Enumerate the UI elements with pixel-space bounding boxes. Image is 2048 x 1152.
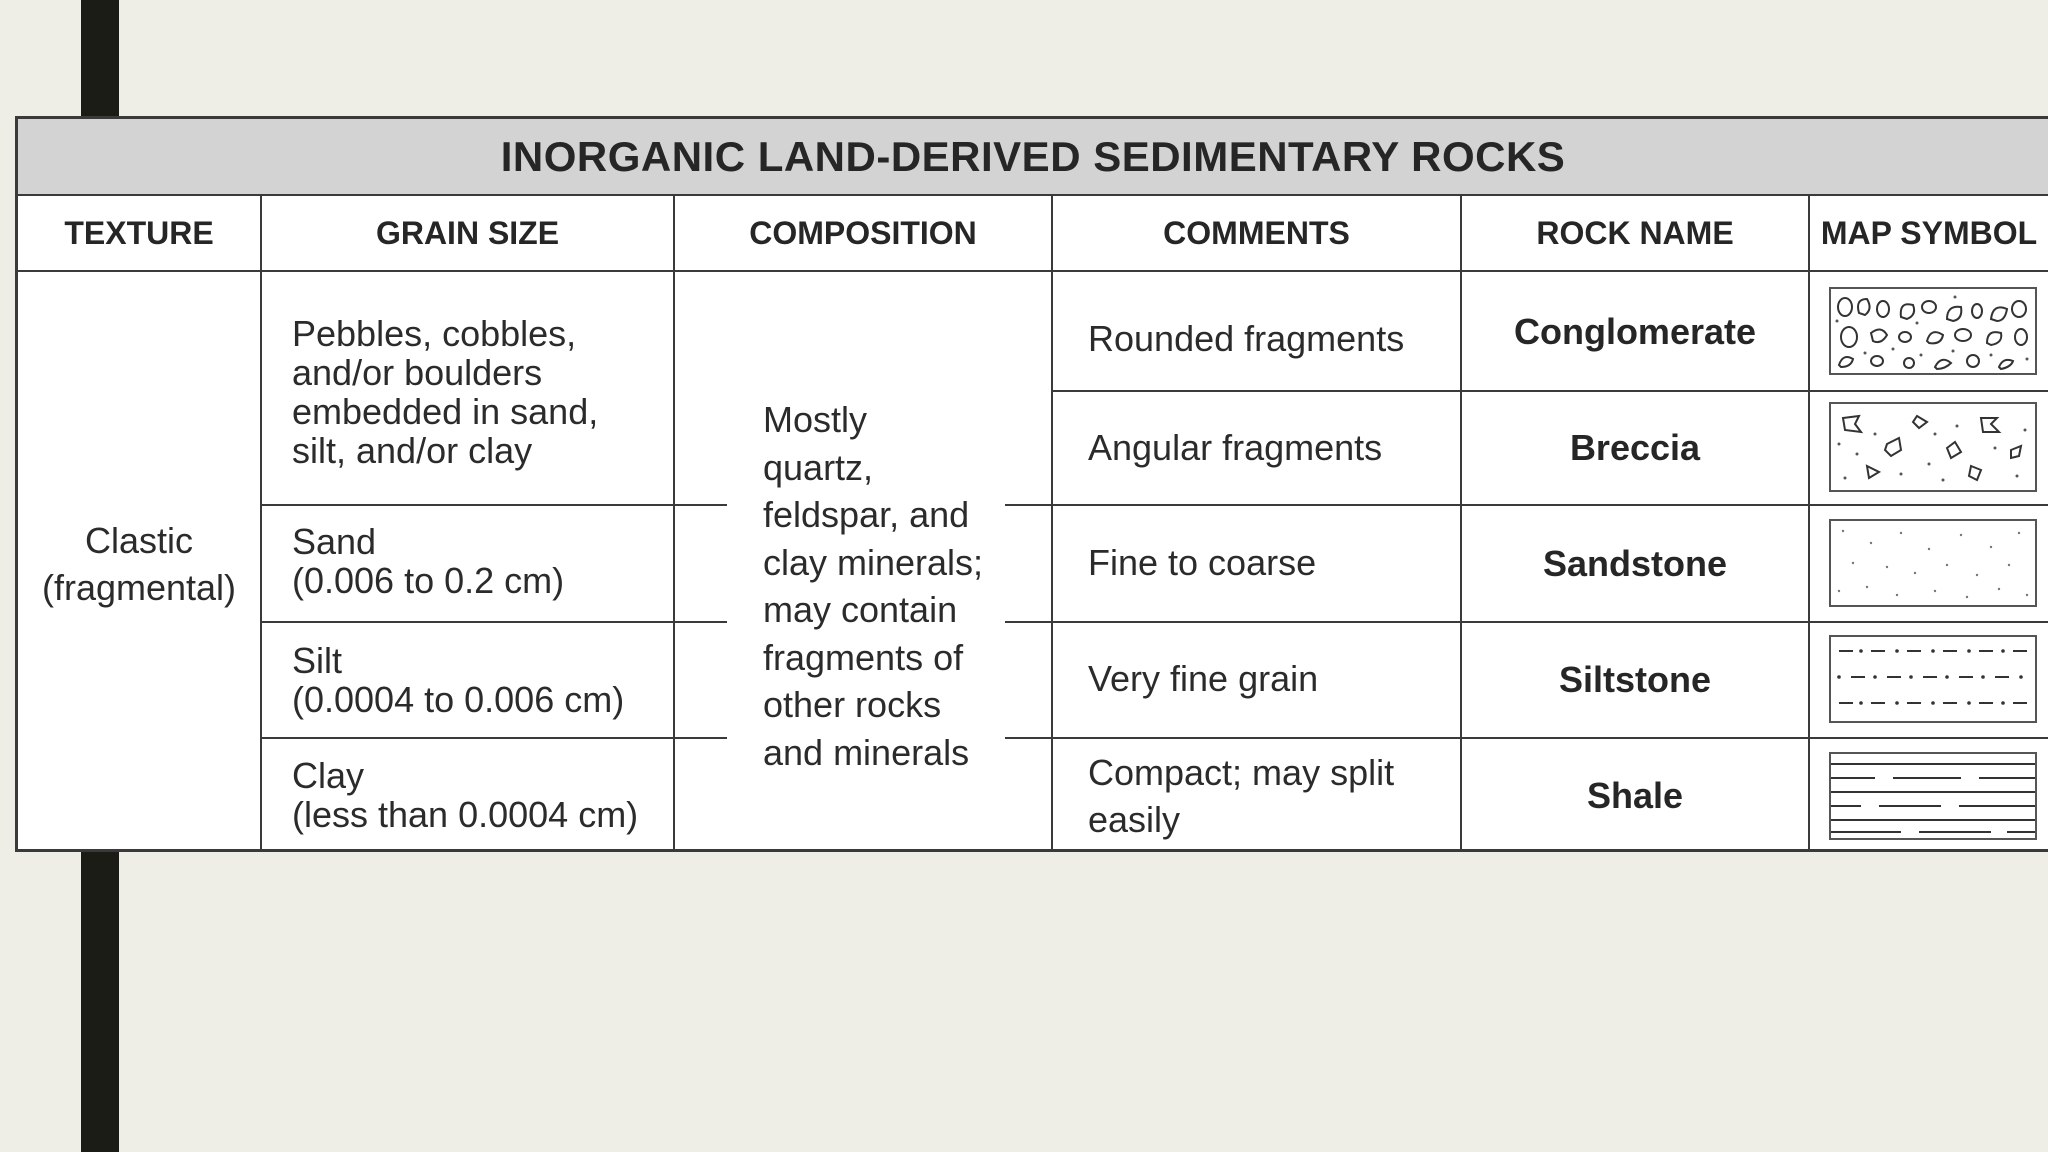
rock-name-cell: Siltstone [1558, 659, 1711, 700]
shale-pattern-icon [1829, 752, 2037, 840]
grain-size-cell: Pebbles, cobbles, and/or boulders embedded in sand, silt, and/or clay [292, 313, 599, 471]
rock-name-cell: Conglomerate [1513, 311, 1757, 352]
column-divider [1051, 196, 1053, 852]
column-divider [1808, 196, 1810, 852]
comment-cell: Angular fragments [1088, 427, 1383, 468]
header-map-symbol: MAP SYMBOL [1820, 214, 2038, 251]
rock-name-cell: Shale [1586, 774, 1684, 816]
sandstone-pattern-icon [1829, 519, 2037, 607]
column-divider [673, 196, 675, 852]
header-composition: COMPOSITION [749, 214, 977, 251]
rock-name-cell: Breccia [1569, 427, 1701, 468]
header-row [18, 196, 2048, 272]
texture-cell: Clastic (fragmental) [41, 520, 237, 608]
breccia-pattern-icon [1829, 402, 2037, 492]
comment-cell: Compact; may split easily [1088, 752, 1395, 840]
column-divider [260, 196, 262, 852]
header-texture: TEXTURE [64, 214, 214, 251]
rock-name-cell: Sandstone [1542, 542, 1728, 584]
row-divider [262, 504, 727, 506]
row-divider [262, 621, 727, 623]
row-divider [262, 737, 727, 739]
header-rock-name: ROCK NAME [1536, 214, 1734, 251]
composition-cell: Mostly quartz, feldspar, and clay minerals; may contain fragments of other rocks and minerals [763, 399, 984, 773]
comment-cell: Very fine grain [1088, 658, 1319, 699]
grain-size-cell: Clay (less than 0.0004 cm) [292, 755, 639, 835]
comment-cell: Rounded fragments [1088, 318, 1405, 359]
comment-cell: Fine to coarse [1088, 542, 1317, 583]
table-title: INORGANIC LAND-DERIVED SEDIMENTARY ROCKS [18, 119, 2048, 196]
sedimentary-rocks-table [15, 116, 2048, 852]
conglomerate-pattern-icon [1829, 287, 2037, 375]
grain-size-cell: Silt (0.0004 to 0.006 cm) [292, 640, 625, 720]
header-comments: COMMENTS [1163, 214, 1350, 251]
grain-size-cell: Sand (0.006 to 0.2 cm) [292, 521, 565, 601]
siltstone-pattern-icon [1829, 635, 2037, 723]
header-grain-size: GRAIN SIZE [375, 214, 560, 251]
